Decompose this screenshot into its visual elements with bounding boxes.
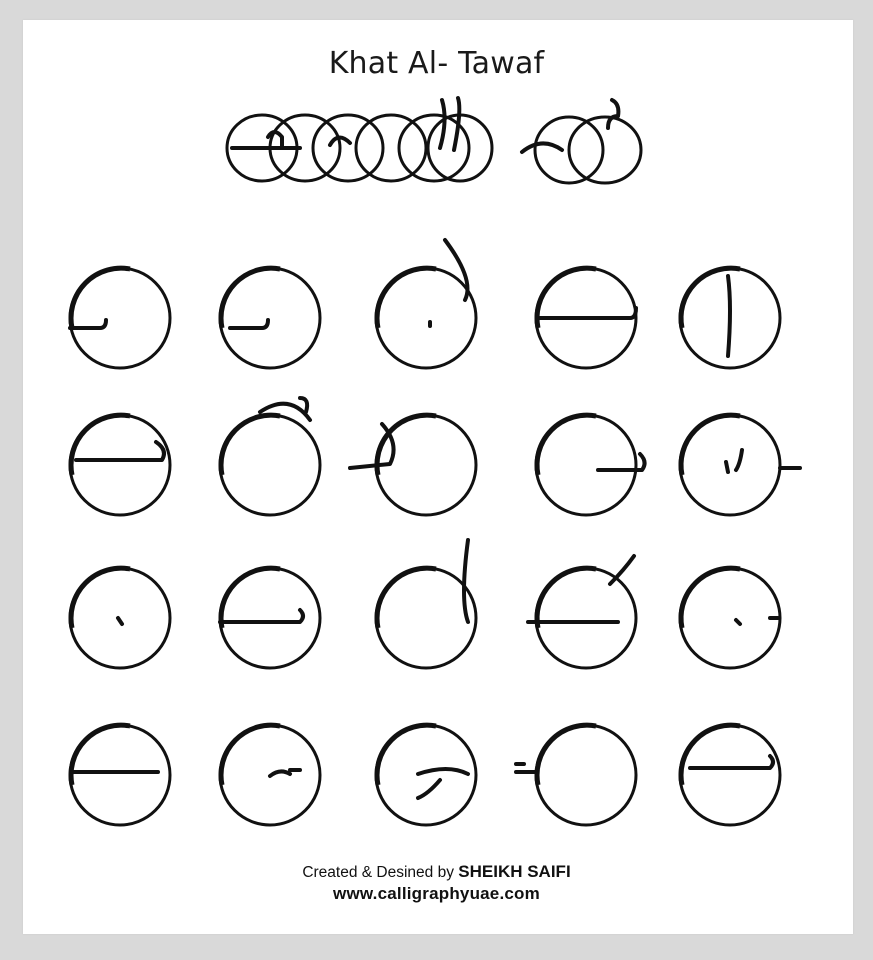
letter-glyph — [540, 308, 636, 318]
letter-cell — [220, 725, 320, 825]
letter-ring-accent — [377, 268, 436, 328]
letter-ring-accent — [71, 268, 130, 328]
letter-cell — [680, 268, 780, 368]
letter-cell — [350, 415, 476, 515]
credit-block — [0, 862, 873, 905]
letter-cell — [376, 240, 476, 368]
letter-ring-accent — [71, 568, 130, 628]
letter-grid — [70, 240, 800, 825]
credit-line — [0, 862, 873, 883]
letter-glyph — [270, 770, 300, 776]
letter-glyph — [220, 610, 303, 622]
letter-ring-accent — [221, 415, 280, 475]
letter-glyph — [70, 320, 106, 328]
letter-cell — [536, 415, 645, 515]
letter-glyph — [690, 756, 773, 768]
letter-glyph — [464, 540, 468, 622]
letter-cell — [70, 268, 170, 368]
letter-ring-accent — [537, 725, 596, 785]
poster-title: Khat Al- Tawaf — [328, 46, 545, 81]
letter-ring-accent — [377, 725, 436, 785]
header-word-graphic — [227, 98, 641, 183]
letter-ring-accent — [71, 725, 130, 785]
letter-cell — [516, 725, 636, 825]
letter-ring-accent — [681, 415, 740, 475]
letter-glyph — [598, 454, 645, 470]
letter-ring-accent — [537, 568, 596, 628]
letter-glyph — [118, 618, 122, 624]
letter-ring-accent — [71, 415, 130, 475]
letter-cell — [70, 415, 170, 515]
letter-ring-accent — [377, 568, 436, 628]
letter-cell — [376, 540, 476, 668]
letter-cell — [536, 268, 636, 368]
letter-cell — [220, 398, 320, 515]
letter-glyph — [516, 764, 536, 772]
letter-glyph — [230, 320, 268, 328]
letter-cell — [680, 568, 780, 668]
letter-cell — [376, 725, 476, 825]
letter-ring-accent — [221, 568, 280, 628]
designer-name: SHEIKH SAIFI — [458, 862, 571, 881]
letter-cell — [220, 268, 320, 368]
letter-glyph — [76, 442, 164, 460]
letter-cell — [680, 725, 780, 825]
letter-cell — [220, 568, 320, 668]
letter-cell — [70, 725, 170, 825]
letter-ring-accent — [537, 415, 596, 475]
letter-glyph — [728, 276, 730, 356]
letter-glyph — [736, 618, 778, 624]
credit-prefix: Created & Desined by — [302, 864, 459, 881]
letter-glyph — [350, 424, 394, 468]
letter-cell — [528, 556, 636, 668]
letter-cell — [680, 415, 800, 515]
letter-cell — [70, 568, 170, 668]
letter-ring-accent — [681, 725, 740, 785]
letter-glyph — [418, 769, 468, 798]
letter-ring-accent — [221, 268, 280, 328]
letter-glyph — [726, 450, 800, 472]
website-link[interactable]: www.calligraphyuae.com — [333, 884, 540, 903]
letter-ring-accent — [681, 568, 740, 628]
